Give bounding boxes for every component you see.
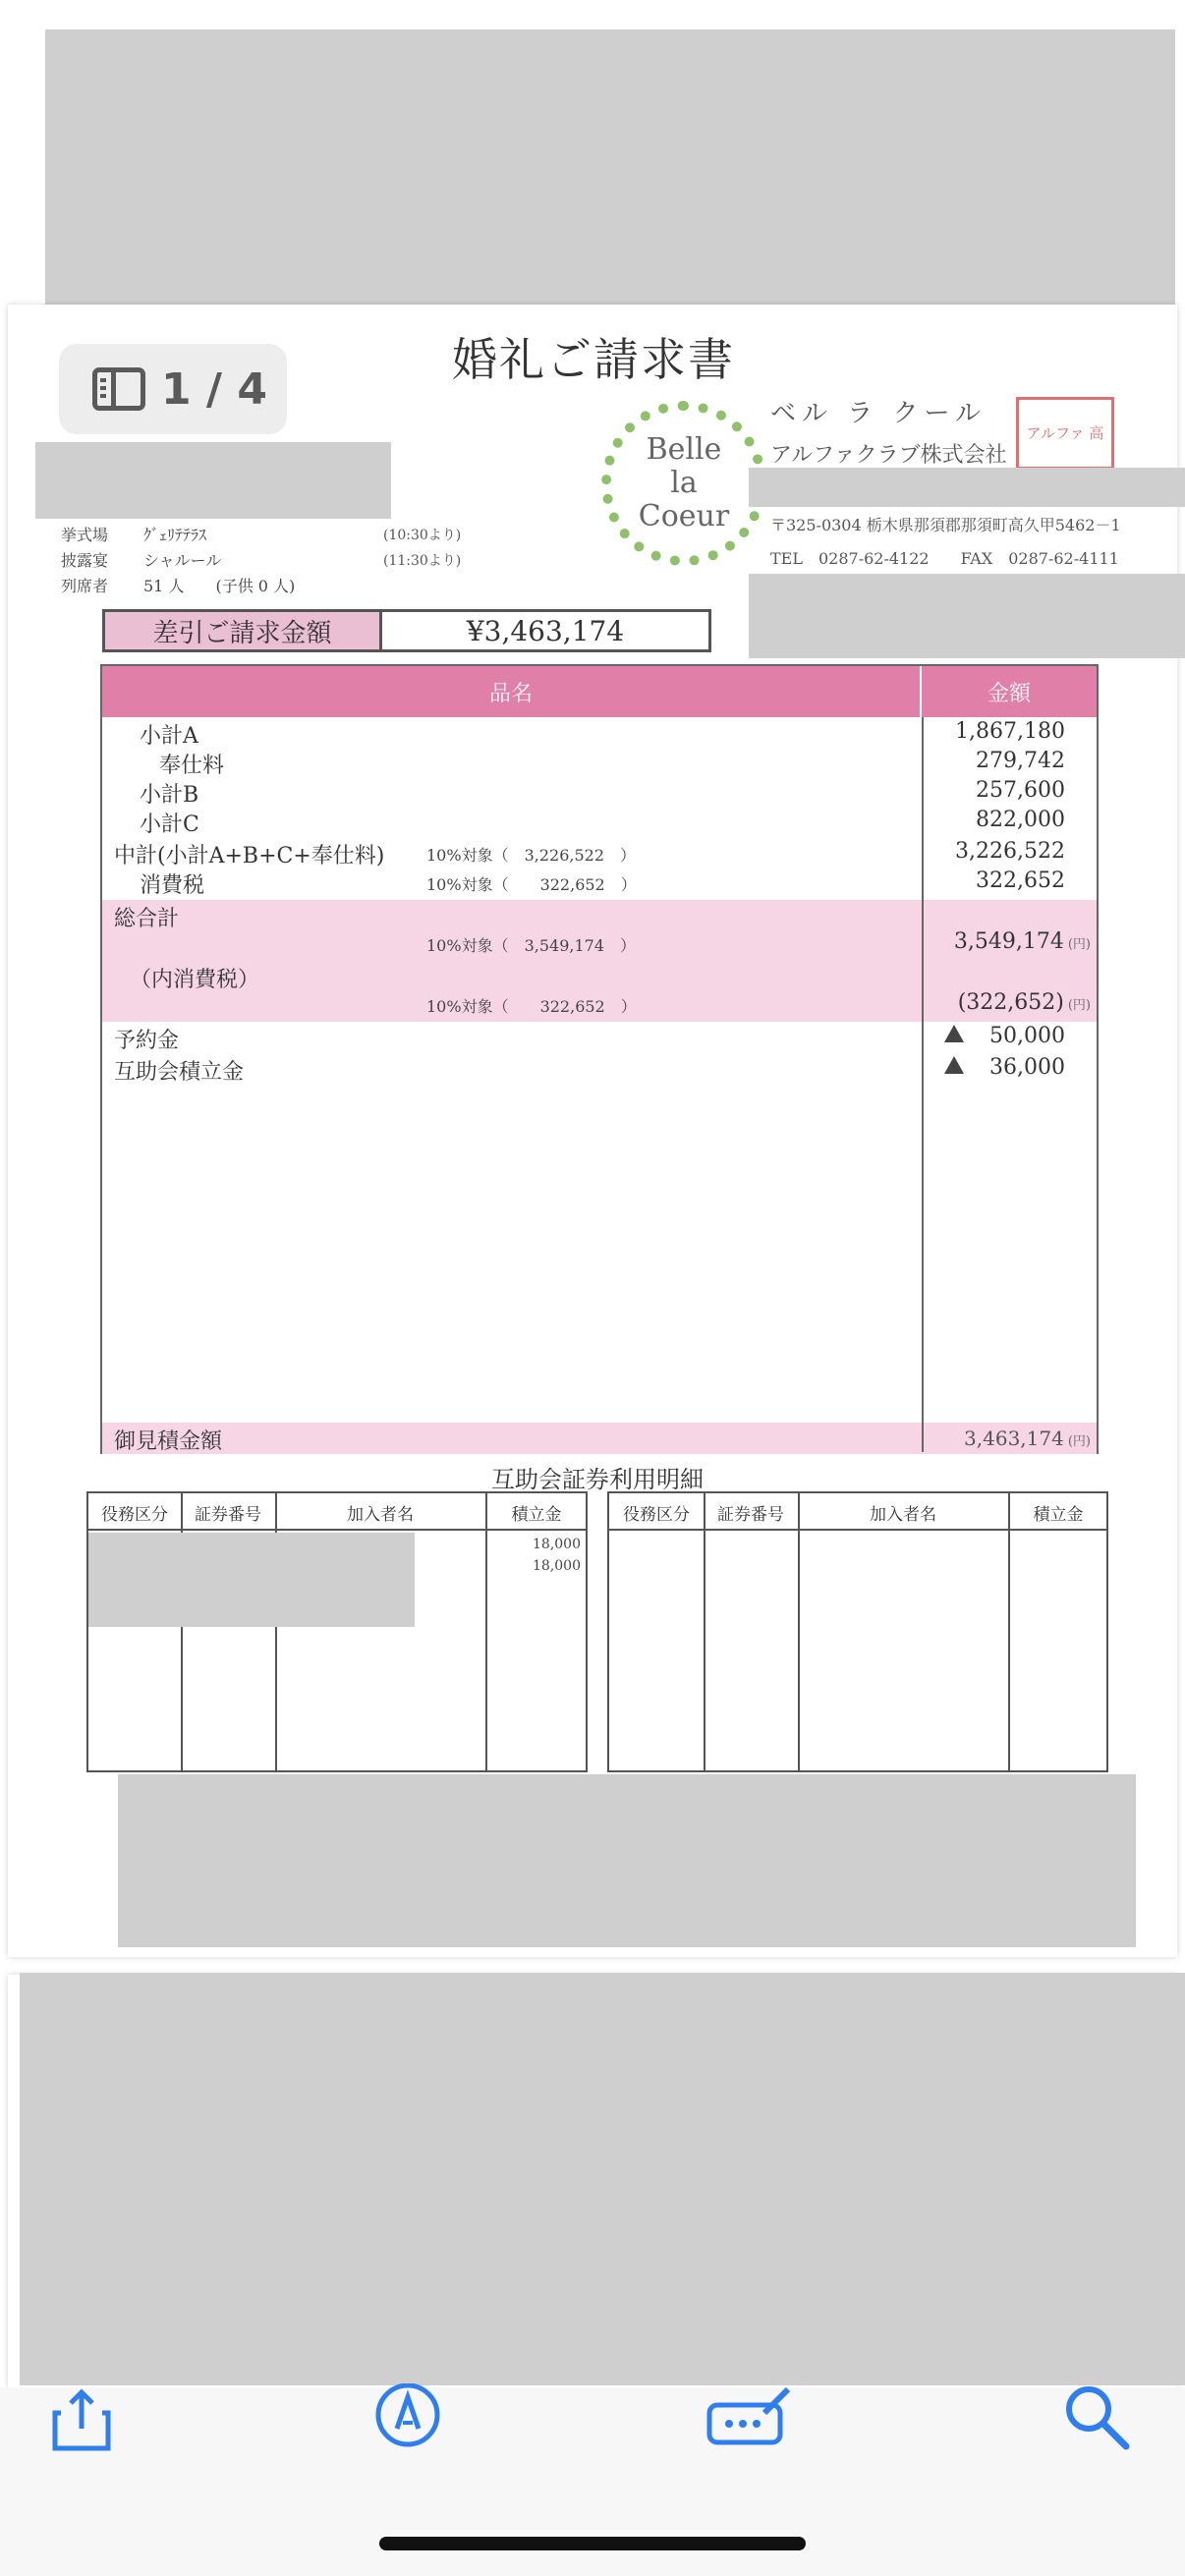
row-label-consumption-tax: 消費税 [140, 873, 205, 898]
aid-divider [485, 1493, 487, 1770]
estimate-value: 3,463,174 [964, 1427, 1064, 1450]
aid-table-right [607, 1491, 1108, 1772]
row-note-grand-total: 10%対象（ 3,549,174 ） [426, 936, 636, 955]
row-amount-consumption-tax: 322,652 [976, 868, 1065, 893]
yen-unit: (円) [1067, 937, 1091, 952]
aid-value-2: 18,000 [533, 1558, 581, 1574]
aid-header-member: 加入者名 [347, 1504, 414, 1525]
header-amount: 金額 [987, 681, 1031, 706]
venue-label-ceremony: 挙式場 [61, 526, 109, 544]
amount-due-label: 差引ご請求金額 [105, 612, 382, 649]
aid-header-savings: 積立金 [1033, 1504, 1084, 1525]
venue-value-reception: シャルール [143, 551, 222, 570]
search-icon[interactable] [1063, 2383, 1132, 2452]
minus-triangle-icon [944, 1056, 964, 1074]
redacted-aid-members [88, 1533, 415, 1627]
row-amount-grand-total [954, 929, 1091, 954]
row-note-consumption-tax: 10%対象（ 322,652 ） [426, 875, 637, 894]
aid-header-savings: 積立金 [511, 1504, 562, 1525]
signature-icon[interactable] [705, 2383, 794, 2452]
page-counter-text: 1 / 4 [161, 364, 267, 415]
company-address: 〒325-0304 栃木県那須郡那須町高久甲5462－1 [770, 516, 1121, 534]
company-tel-fax: TEL 0287-62-4122 FAX 0287-62-4111 [770, 549, 1119, 568]
logo-line-1: Belle [646, 432, 722, 467]
row-note-midtotal: 10%対象（ 3,226,522 ） [426, 846, 636, 865]
aid-divider [1008, 1493, 1010, 1770]
redacted-customer [35, 442, 391, 519]
row-amount-deposit [944, 1024, 1065, 1048]
aid-value-1: 18,000 [533, 1537, 581, 1552]
row-label-service-charge: 奉仕料 [159, 754, 225, 778]
venue-label-reception: 披露宴 [61, 551, 109, 570]
row-label-mutual-aid: 互助会積立金 [114, 1060, 245, 1085]
amount-due-box [102, 609, 711, 652]
row-label-grand-total: 総合計 [114, 907, 180, 931]
venue-value-ceremony: ｸﾞｪﾘﾃﾃﾗｽ [143, 526, 207, 544]
grand-total-value: 3,549,174 [953, 929, 1064, 954]
row-label-estimate: 御見積金額 [114, 1429, 223, 1454]
table-header [102, 666, 1097, 717]
aid-header-member: 加入者名 [870, 1504, 936, 1525]
aid-divider [704, 1493, 705, 1770]
venue-time-ceremony: (10:30より) [383, 528, 462, 543]
row-amount-mutual-aid [944, 1055, 1065, 1080]
row-label-tax-included: （内消費税） [130, 968, 260, 992]
aid-detail-title: 互助会証券利用明細 [491, 1466, 704, 1493]
venue-value-guests: 51 人 (子供 0 人) [143, 577, 296, 595]
page-counter-badge[interactable] [59, 344, 287, 434]
venue-time-reception: (11:30より) [383, 553, 462, 569]
row-note-tax-included: 10%対象（ 322,652 ） [426, 997, 637, 1016]
logo-line-2: la [670, 466, 698, 500]
home-indicator[interactable] [379, 2537, 806, 2550]
company-kana: ベル ラ クール [770, 399, 988, 428]
page-title: 婚礼ご請求書 [452, 333, 735, 386]
amount-due-value: ¥3,463,174 [466, 614, 625, 647]
row-amount-subtotal-b: 257,600 [976, 778, 1065, 803]
row-amount-subtotal-c: 822,000 [976, 808, 1065, 832]
redacted-company-detail [749, 468, 1185, 507]
row-label-subtotal-a: 小計A [140, 724, 198, 749]
header-item: 品名 [102, 666, 922, 717]
redacted-page-2 [20, 1973, 1185, 2385]
yen-unit: (円) [1067, 998, 1091, 1013]
sidebar-icon [92, 367, 145, 411]
row-label-midtotal: 中計(小計A+B+C+奉仕料) [114, 844, 385, 868]
row-amount-subtotal-a: 1,867,180 [955, 719, 1065, 744]
company-name: アルファクラブ株式会社 [770, 443, 1007, 468]
minus-triangle-icon [944, 1025, 964, 1042]
row-amount-tax-included [958, 990, 1091, 1015]
aid-header-certificate: 証券番号 [195, 1504, 261, 1525]
aid-divider [798, 1493, 800, 1770]
company-seal: アルファ 高 [1016, 397, 1114, 470]
aid-header-category: 役務区分 [101, 1504, 168, 1525]
estimate-band [102, 1423, 1097, 1454]
column-divider [922, 717, 924, 1452]
redacted-company-right [749, 574, 1185, 658]
row-label-deposit: 予約金 [114, 1029, 180, 1053]
yen-unit: (円) [1067, 1434, 1091, 1449]
row-label-subtotal-b: 小計B [140, 783, 199, 808]
mutual-aid-value: 36,000 [989, 1055, 1065, 1080]
tax-included-value: (322,652) [957, 990, 1064, 1015]
deposit-value: 50,000 [989, 1024, 1065, 1048]
share-icon[interactable] [47, 2383, 116, 2452]
redacted-footer-notes [118, 1774, 1136, 1947]
row-amount-service-charge: 279,742 [976, 749, 1065, 773]
invoice-table [100, 664, 1099, 1454]
markup-icon[interactable] [373, 2383, 442, 2452]
row-amount-estimate [964, 1427, 1091, 1450]
logo-line-3: Coeur [638, 499, 730, 533]
aid-header-certificate: 証券番号 [717, 1504, 784, 1525]
aid-header-category: 役務区分 [623, 1504, 690, 1525]
row-amount-midtotal: 3,226,522 [955, 839, 1065, 864]
row-label-subtotal-c: 小計C [140, 812, 199, 837]
redacted-top [45, 29, 1175, 310]
venue-label-guests: 列席者 [61, 577, 109, 595]
belle-la-coeur-logo [601, 401, 766, 566]
